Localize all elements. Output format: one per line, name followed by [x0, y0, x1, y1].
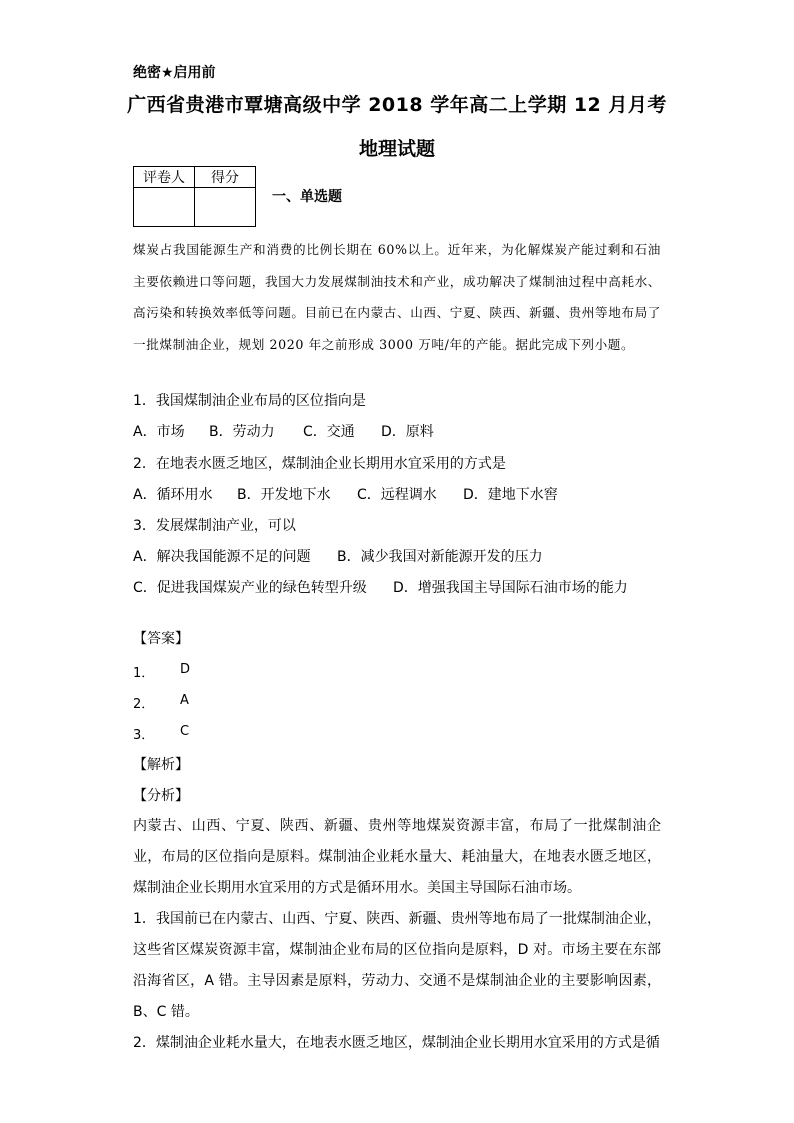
question-2-options [133, 484, 558, 504]
question-3-options-cd [133, 577, 628, 597]
fenxi-label: 【分析】 [133, 788, 189, 804]
q3-option-a: A．解决我国能源不足的问题 [133, 549, 311, 565]
fenxi-paragraph: 内蒙古、山西、宁夏、陕西、新疆、贵州等地煤炭资源丰富，布局了一批煤制油企业，布局的区位指向是原料。煤制油企业耗水量大、耗油量大，在地表水匮乏地区，煤制油企业长期用水宜采用的方式是循环用水。美国主导国际石油市场。 [133, 818, 661, 896]
question-1-options [133, 421, 434, 441]
answer-1-value: D [180, 662, 191, 677]
q2-option-c: C．远程调水 [357, 487, 437, 503]
q1-option-a: A．市场 [133, 424, 185, 440]
score-table [133, 166, 256, 227]
score-table-score-header: 得分 [195, 167, 256, 188]
explanation-1: 1．我国前已在内蒙古、山西、宁夏、陕西、新疆、贵州等地布局了一批煤制油企业，这些省区煤炭资源丰富，煤制油企业布局的区位指向是原料，D 对。市场主要在东部沿海省区，A 错。主导因素是原料，劳动力、交通不是煤制油企业的主要影响因素，B、C 错。 [133, 911, 661, 1020]
exam-subtitle: 地理试题 [358, 138, 435, 160]
question-3-stem: 3．发展煤制油产业，可以 [133, 518, 296, 534]
reading-passage: 煤炭占我国能源生产和消费的比例长期在 60%以上。近年来，为化解煤炭产能过剩和石油主要依赖进口等问题，我国大力发展煤制油技术和产业，成功解决了煤制油过程中高耗水、高污染和转换效率低等问题。目前已在内蒙古、山西、宁夏、陕西、新疆、贵州等地布局了一批煤制油企业，规划 2020 年之前形成 3000 万吨/年的产能。据此完成下列小题。 [133, 242, 661, 352]
answer-label: 【答案】 [133, 631, 189, 647]
answer-1-num: 1． [133, 666, 155, 681]
answer-3-num: 3． [133, 728, 155, 743]
q2-option-b: B．开发地下水 [237, 487, 331, 503]
score-table-grader-header: 评卷人 [134, 167, 195, 188]
section-title: 一、单选题 [272, 189, 342, 205]
exam-title: 广西省贵港市覃塘高级中学 2018 学年高二上学期 12 月月考 [127, 94, 667, 116]
score-table-score-cell [195, 188, 256, 227]
question-1-stem: 1．我国煤制油企业布局的区位指向是 [133, 393, 366, 409]
q3-option-d: D．增强我国主导国际石油市场的能力 [393, 580, 628, 596]
q3-option-b: B．减少我国对新能源开发的压力 [337, 549, 543, 565]
secret-label: 绝密★启用前 [133, 65, 216, 81]
question-2-stem: 2．在地表水匮乏地区，煤制油企业长期用水宜采用的方式是 [133, 456, 506, 472]
answer-2-value: A [180, 693, 189, 708]
q1-option-b: B．劳动力 [209, 424, 275, 440]
score-table-grader-cell [134, 188, 195, 227]
q3-option-c: C．促进我国煤炭产业的绿色转型升级 [133, 580, 367, 596]
question-3-options-ab [133, 546, 543, 566]
q1-option-c: C．交通 [303, 424, 355, 440]
answer-2-num: 2． [133, 697, 155, 712]
q2-option-d: D．建地下水窖 [463, 487, 558, 503]
q2-option-a: A．循环用水 [133, 487, 213, 503]
explanation-2: 2．煤制油企业耗水量大，在地表水匮乏地区，煤制油企业长期用水宜采用的方式是循 [133, 1035, 660, 1051]
answer-3-value: C [180, 724, 190, 739]
analysis-label: 【解析】 [133, 757, 189, 773]
q1-option-d: D．原料 [381, 424, 434, 440]
